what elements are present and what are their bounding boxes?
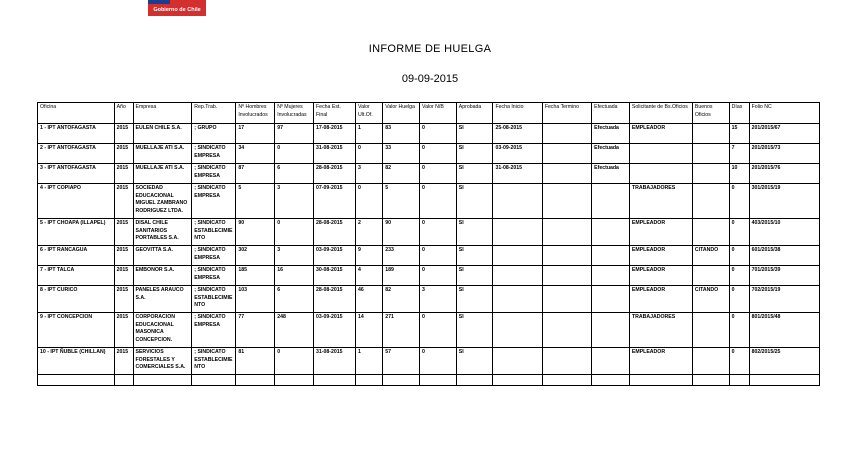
cell-buenos-oficios [692,164,729,184]
cell-fecha-inicio [493,184,542,219]
cell-dias: 10 [729,164,749,184]
table-row [38,266,820,286]
cell-dias: 7 [729,144,749,164]
cell-solicitante: EMPLEADOR [629,266,692,286]
cell-rep-trab: ; SINDICATO EMPRESA [192,184,236,219]
cell-buenos-oficios: CITANDO [692,246,729,266]
cell-hombres: 34 [236,144,275,164]
cell-empty [356,375,383,386]
cell-solicitante: EMPLEADOR [629,219,692,246]
column-header: Buenos Oficios [692,103,729,124]
cell-folio: 702/2015/19 [749,286,819,313]
cell-buenos-oficios [692,184,729,219]
cell-mujeres: 0 [275,348,314,375]
cell-valor-ult-of: 4 [356,266,383,286]
cell-dias: 0 [729,313,749,348]
table-header-row [38,103,820,124]
cell-folio: 201/2015/67 [749,124,819,144]
cell-valor-ult-of: 2 [356,219,383,246]
cell-dias: 0 [729,246,749,266]
column-header: Fecha Est. Final [314,103,356,124]
cell-fecha-termino [542,164,591,184]
column-header: Efectuada [592,103,630,124]
cell-empty [729,375,749,386]
cell-mujeres: 3 [275,246,314,266]
cell-empty [692,375,729,386]
cell-rep-trab: ; SINDICATO ESTABLECIMIENTO [192,286,236,313]
cell-valor-huelga: 233 [383,246,420,266]
cell-valor-huelga: 33 [383,144,420,164]
cell-rep-trab: ; GRUPO [192,124,236,144]
cell-valor-nb: 0 [420,164,457,184]
cell-dias: 15 [729,124,749,144]
cell-anio: 2015 [114,184,133,219]
cell-hombres: 17 [236,124,275,144]
cell-rep-trab: ; SINDICATO EMPRESA [192,246,236,266]
cell-aprobada: SI [456,164,493,184]
cell-oficina: 5 - IPT CHOAPA (ILLAPEL) [38,219,115,246]
strike-report-table [37,102,820,386]
column-header: Aprobada [456,103,493,124]
cell-aprobada: SI [456,144,493,164]
cell-anio: 2015 [114,348,133,375]
cell-mujeres: 0 [275,219,314,246]
cell-mujeres: 6 [275,164,314,184]
cell-empresa: DISAL CHILE SANITARIOS PORTABLES S.A. [133,219,192,246]
column-header: Nº Hombres Involucrados [236,103,275,124]
column-header: Rep.Trab. [192,103,236,124]
cell-fecha-termino [542,266,591,286]
cell-oficina: 8 - IPT CURICO [38,286,115,313]
cell-fecha-termino [542,184,591,219]
cell-folio: 601/2015/38 [749,246,819,266]
cell-solicitante: EMPLEADOR [629,348,692,375]
cell-anio: 2015 [114,219,133,246]
column-header: Fecha Termino [542,103,591,124]
cell-dias: 0 [729,286,749,313]
cell-valor-nb: 3 [420,286,457,313]
table-row [38,124,820,144]
cell-anio: 2015 [114,124,133,144]
cell-dias: 0 [729,219,749,246]
cell-aprobada: SI [456,348,493,375]
cell-fecha-inicio [493,246,542,266]
cell-solicitante: EMPLEADOR [629,246,692,266]
cell-anio: 2015 [114,246,133,266]
cell-efectuada [592,219,630,246]
cell-empty [383,375,420,386]
cell-buenos-oficios [692,266,729,286]
cell-fecha-est-final: 28-08-2015 [314,164,356,184]
cell-fecha-inicio [493,286,542,313]
column-header: Nº Mujeres Involucradas [275,103,314,124]
cell-aprobada: SI [456,184,493,219]
table-row [38,313,820,348]
cell-valor-ult-of: 14 [356,313,383,348]
cell-rep-trab: ; SINDICATO EMPRESA [192,266,236,286]
cell-empty [592,375,630,386]
cell-buenos-oficios [692,313,729,348]
cell-aprobada: SI [456,266,493,286]
cell-fecha-est-final: 17-08-2015 [314,124,356,144]
cell-fecha-inicio [493,266,542,286]
cell-fecha-termino [542,313,591,348]
cell-valor-huelga: 90 [383,219,420,246]
cell-fecha-est-final: 28-08-2015 [314,286,356,313]
cell-fecha-inicio: 31-08-2015 [493,164,542,184]
cell-empresa: SOCIEDAD EDUCACIONAL MIGUEL ZAMBRANO RODRIGUEZ LTDA. [133,184,192,219]
cell-valor-nb: 0 [420,124,457,144]
cell-oficina: 1 - IPT ANTOFAGASTA [38,124,115,144]
cell-valor-huelga: 57 [383,348,420,375]
cell-efectuada [592,286,630,313]
cell-mujeres: 16 [275,266,314,286]
cell-hombres: 77 [236,313,275,348]
cell-hombres: 81 [236,348,275,375]
cell-fecha-termino [542,124,591,144]
cell-valor-nb: 0 [420,144,457,164]
table-row [38,286,820,313]
cell-anio: 2015 [114,286,133,313]
logo-text: Gobierno de Chile [148,4,206,16]
cell-empresa: EULEN CHILE S.A. [133,124,192,144]
gobierno-logo [148,0,206,16]
column-header: Empresa [133,103,192,124]
cell-buenos-oficios [692,348,729,375]
report-title: INFORME DE HUELGA [368,43,492,55]
cell-fecha-inicio: 25-08-2015 [493,124,542,144]
cell-hombres: 185 [236,266,275,286]
cell-solicitante: TRABAJADORES [629,313,692,348]
cell-fecha-inicio [493,219,542,246]
cell-efectuada: Efectuada [592,124,630,144]
cell-empresa: CORPORACION EDUCACIONAL MASONICA CONCEPCION. [133,313,192,348]
cell-aprobada: SI [456,219,493,246]
cell-fecha-inicio: 03-09-2015 [493,144,542,164]
cell-fecha-termino [542,286,591,313]
cell-valor-nb: 0 [420,348,457,375]
cell-oficina: 6 - IPT RANCAGUA [38,246,115,266]
cell-valor-nb: 0 [420,246,457,266]
cell-aprobada: SI [456,313,493,348]
table-row [38,144,820,164]
cell-fecha-termino [542,144,591,164]
column-header: Año [114,103,133,124]
column-header: Solicitante de Bs.Oficios [629,103,692,124]
table-row [38,246,820,266]
cell-fecha-est-final: 03-09-2015 [314,313,356,348]
cell-fecha-est-final: 31-08-2015 [314,348,356,375]
cell-folio: 201/2015/73 [749,144,819,164]
table-body [38,124,820,386]
cell-anio: 2015 [114,313,133,348]
table-row [38,184,820,219]
cell-mujeres: 3 [275,184,314,219]
cell-dias: 0 [729,184,749,219]
cell-mujeres: 97 [275,124,314,144]
cell-buenos-oficios [692,219,729,246]
cell-valor-huelga: 271 [383,313,420,348]
cell-rep-trab: ; SINDICATO ESTABLECIMIENTO [192,348,236,375]
cell-rep-trab: ; SINDICATO ESTABLECIMIENTO [192,219,236,246]
cell-empresa: PANELES ARAUCO S.A. [133,286,192,313]
cell-rep-trab: ; SINDICATO EMPRESA [192,144,236,164]
cell-efectuada: Efectuada [592,164,630,184]
cell-valor-ult-of: 0 [356,184,383,219]
cell-valor-ult-of: 1 [356,124,383,144]
cell-hombres: 302 [236,246,275,266]
cell-efectuada [592,313,630,348]
cell-empresa: GEOVITTA S.A. [133,246,192,266]
cell-anio: 2015 [114,164,133,184]
cell-empty [114,375,133,386]
cell-efectuada: Efectuada [592,144,630,164]
cell-valor-huelga: 5 [383,184,420,219]
cell-empty [749,375,819,386]
cell-empty [493,375,542,386]
column-header: Fecha Inicio [493,103,542,124]
cell-mujeres: 248 [275,313,314,348]
cell-valor-nb: 0 [420,184,457,219]
cell-fecha-est-final: 30-08-2015 [314,266,356,286]
cell-solicitante: EMPLEADOR [629,286,692,313]
cell-empty [629,375,692,386]
column-header: Valor Huelga [383,103,420,124]
cell-folio: 802/2015/25 [749,348,819,375]
cell-rep-trab: ; SINDICATO EMPRESA [192,164,236,184]
cell-solicitante: TRABAJADORES [629,184,692,219]
cell-aprobada: SI [456,286,493,313]
cell-hombres: 87 [236,164,275,184]
cell-folio: 301/2015/19 [749,184,819,219]
cell-buenos-oficios: CITANDO [692,286,729,313]
cell-empty [542,375,591,386]
cell-empty [456,375,493,386]
cell-valor-nb: 0 [420,313,457,348]
cell-fecha-est-final: 31-08-2015 [314,144,356,164]
cell-dias: 0 [729,266,749,286]
table-row-cutoff [38,375,820,386]
cell-valor-nb: 0 [420,219,457,246]
cell-valor-ult-of: 46 [356,286,383,313]
cell-valor-ult-of: 3 [356,164,383,184]
cell-oficina: 3 - IPT ANTOFAGASTA [38,164,115,184]
cell-hombres: 5 [236,184,275,219]
cell-empty [420,375,457,386]
cell-efectuada [592,348,630,375]
cell-hombres: 103 [236,286,275,313]
cell-fecha-est-final: 07-09-2015 [314,184,356,219]
cell-empresa: MUELLAJE ATI S.A. [133,164,192,184]
cell-fecha-termino [542,246,591,266]
cell-empty [192,375,236,386]
cell-valor-huelga: 82 [383,164,420,184]
cell-solicitante [629,164,692,184]
report-date: 09-09-2015 [401,73,459,85]
cell-valor-huelga: 82 [383,286,420,313]
cell-rep-trab: ; SINDICATO EMPRESA [192,313,236,348]
column-header: Valor N/B [420,103,457,124]
column-header: Días [729,103,749,124]
cell-solicitante: EMPLEADOR [629,124,692,144]
cell-oficina: 4 - IPT COPIAPO [38,184,115,219]
cell-aprobada: SI [456,124,493,144]
cell-valor-huelga: 189 [383,266,420,286]
cell-anio: 2015 [114,266,133,286]
cell-folio: 701/2015/39 [749,266,819,286]
cell-oficina: 9 - IPT CONCEPCION [38,313,115,348]
column-header: Oficina [38,103,115,124]
cell-oficina: 7 - IPT TALCA [38,266,115,286]
table-row [38,164,820,184]
cell-valor-ult-of: 9 [356,246,383,266]
cell-folio: 403/2015/10 [749,219,819,246]
cell-fecha-inicio [493,313,542,348]
cell-folio: 801/2015/48 [749,313,819,348]
cell-empresa: SERVICIOS FORESTALES Y COMERCIALES S.A. [133,348,192,375]
cell-folio: 201/2015/76 [749,164,819,184]
cell-anio: 2015 [114,144,133,164]
cell-valor-nb: 0 [420,266,457,286]
cell-fecha-est-final: 03-09-2015 [314,246,356,266]
cell-hombres: 90 [236,219,275,246]
cell-fecha-termino [542,219,591,246]
cell-aprobada: SI [456,246,493,266]
column-header: Valor Ult.Of. [356,103,383,124]
cell-efectuada [592,246,630,266]
cell-mujeres: 6 [275,286,314,313]
cell-fecha-termino [542,348,591,375]
cell-valor-ult-of: 0 [356,144,383,164]
column-header: Folio NC [749,103,819,124]
cell-buenos-oficios [692,124,729,144]
cell-efectuada [592,184,630,219]
cell-oficina: 2 - IPT ANTOFAGASTA [38,144,115,164]
cell-empresa: EMBONOR S.A. [133,266,192,286]
cell-solicitante [629,144,692,164]
cell-valor-huelga: 83 [383,124,420,144]
table-row [38,348,820,375]
cell-empty [38,375,115,386]
cell-dias: 0 [729,348,749,375]
cell-empty [275,375,314,386]
cell-fecha-est-final: 28-08-2015 [314,219,356,246]
cell-valor-ult-of: 1 [356,348,383,375]
cell-efectuada [592,266,630,286]
cell-fecha-inicio [493,348,542,375]
cell-mujeres: 0 [275,144,314,164]
cell-empty [314,375,356,386]
cell-empty [236,375,275,386]
cell-empresa: MUELLAJE ATI S.A. [133,144,192,164]
cell-buenos-oficios [692,144,729,164]
table-row [38,219,820,246]
cell-oficina: 10 - IPT ÑUBLE (CHILLAN) [38,348,115,375]
cell-empty [133,375,192,386]
